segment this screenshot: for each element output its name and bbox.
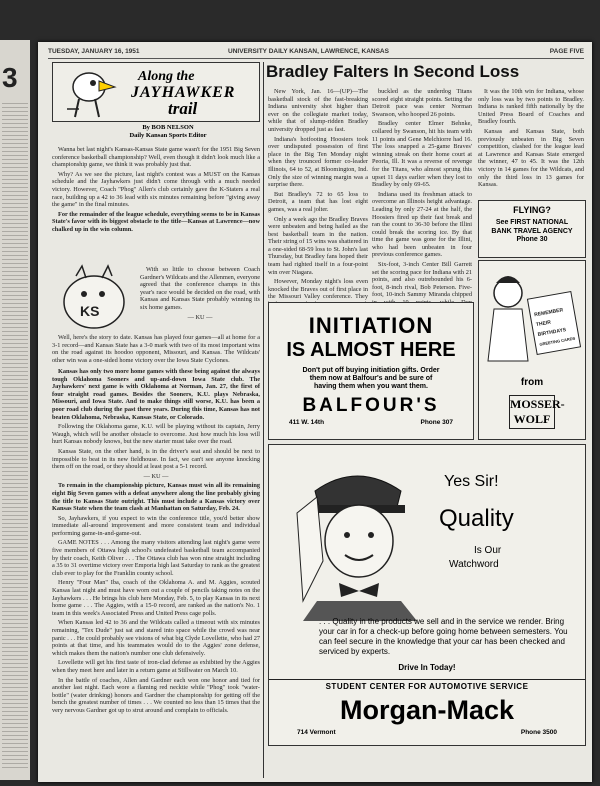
paragraph: Only a week ago the Bradley Braves were unbeaten and being hailed as the best basketball team in the nation. Their string of 15 wins was shattered in a one-sided 68-59 loss to St. John's last Thursday, but Bradley fans hoped their team had righted itself in a four-point win over Niagara. <box>268 215 368 276</box>
paragraph: Kansas and Kansas State, both previously unbeaten in Big Seven competition, clashed for the league lead at Lawrence and Kansas State emerged the winner, 47 to 45. It was the 12th victory in 14 games for the Wildcats, and only the third loss in 13 games for Kansas. <box>478 127 584 189</box>
paragraph: Well, here's the story to date. Kansas has played four games—all at home for a 3-1 record—and Kansas State has a 3-0 mark with two of its most important wins on the road against its hoodoo opponent, Missouri, and Kansas. The Wildcats' other win was a one-sided home victory over the Iowa State Cyclones. <box>52 334 260 364</box>
issue-date: TUESDAY, JANUARY 16, 1951 <box>48 48 140 55</box>
svg-text:KS: KS <box>80 303 100 319</box>
svg-text:REMEMBER: REMEMBER <box>533 307 564 319</box>
previous-page-text-lines <box>2 100 28 770</box>
svg-text:BIRTHDAYS: BIRTHDAYS <box>537 327 567 338</box>
previous-page-edge <box>0 40 30 780</box>
paragraph: Wanna bet last night's Kansas-Kansas State game wasn't for the 1951 Big Seven conference basketball championship? Well, even though it didn't look much like a championship game, we think it was probably just that. <box>52 146 260 169</box>
ad-heading: FLYING? <box>513 205 551 215</box>
column-logo <box>52 62 260 122</box>
paragraph: Kansas State, on the other hand, is in the driver's seat and should be next to impossible to beat in its new fieldhouse. In fact, we can't see anyone knocking them off on the road, or they should at least post a 5-1 record. <box>52 447 260 471</box>
story-column-3 <box>478 88 584 196</box>
previous-page-number: 3 <box>2 62 18 93</box>
paragraph: For the remainder of the league schedule, everything seems to be in Kansas State's favor with its biggest obstacle to the title—Kansas at Lawrence—now chalked up in the win column. <box>52 210 260 233</box>
ad-watchword: Watchword <box>449 559 499 570</box>
section-divider: — KU — <box>143 472 169 480</box>
paragraph: But Bradley's 72 to 65 loss to Detroit, a team that has lost eight games, was a real jolter. <box>268 190 368 213</box>
paragraph: With so little to choose between Coach Gardner's Wildcats and the Allenmen, everyone agreed that the conference champs in this year's race would be decided on the road, with Kansas and Kansas State probably winning its six home games. <box>140 266 261 311</box>
logo-line-3: trail <box>168 99 198 118</box>
running-head <box>48 48 584 59</box>
logo-line-1: Along the <box>138 69 195 84</box>
ad-subheadline: IS ALMOST HERE <box>286 339 456 361</box>
paragraph: buckled as the underdog Titans scored eight straight points. Setting the Detroit pace was center Norman Swanson, who hooped 26 points. <box>372 88 472 118</box>
paragraph: In the battle of coaches, Allen and Gardner each won one honor and tied for another last night. Each wore a flaming red necktie while "Phog" took "water-bottle" (water drinking) honors and Gardner the championship for getting off the bench the greatest number of times . . . We counted no less than 15 times that the very nervous Gardner got up to strut around and complain to officials. <box>52 676 260 714</box>
column-rule <box>263 62 264 778</box>
paragraph: GAME NOTES . . . Among the many visitors attending last night's game were five members of Ottawa high school's undefeated basketball team accompanied by their coach, Keith Oliver . . . The Ottawa club has won nine straight including a 35 to 31 overtime victory over Emporia high last Saturday to rank as the greatest club ever to play for the Franklin county school. <box>52 539 260 577</box>
ad-phone: Phone 3500 <box>520 729 557 736</box>
sports-column-body <box>52 368 260 778</box>
byline-name: By BOB NELSON <box>142 124 194 131</box>
ad-body: See FIRST NATIONAL BANK TRAVEL AGENCY Phone 30 <box>491 219 573 243</box>
paragraph: It was the 10th win for Indiana, whose only loss was by two points to Bradley. Indiana is ranked fifth nationally by the United Press Board of Coaches and Bradley fourth. <box>478 88 584 126</box>
ad-brand: MOSSER-WOLF <box>509 395 555 429</box>
page-number: PAGE FIVE <box>549 48 584 55</box>
logo-line-2: JAYHAWKER <box>131 84 236 101</box>
story-column-2 <box>372 88 472 299</box>
ad-brand: BALFOUR'S <box>302 395 440 416</box>
paragraph: Kansas has only two more home games with these being against the always tough Oklahoma Sooners and up-and-down Iowa State club. The Jayhawkers' next game is with Oklahoma at Norman, Jan. 27, the first of four straight road games. Besides the Sooners, K.U. plays Nebraska, Missouri, and Iowa State. And to make things still worse, K.U. has been a poor road club during the past three years. During this time, Kansas has not beaten Oklahoma, Nebraska, Kansas State, or Colorado. <box>52 368 260 421</box>
flying-travel-ad <box>478 200 586 258</box>
ad-is-our: Is Our <box>474 545 502 556</box>
ad-address: 411 W. 14th <box>289 419 325 426</box>
main-headline: Bradley Falters In Second Loss <box>266 62 520 81</box>
sports-column-middle-wide <box>52 334 260 366</box>
ad-drive-in: Drive In Today! <box>398 663 456 672</box>
svg-text:GREETING CARDS: GREETING CARDS <box>539 335 576 347</box>
ad-body: . . . Quality in the products we sell and in the service we render. Bring your car in for a check-up before going home between semesters. You can feel secure in the knowledge that your car has been checked and serviced by experts. <box>319 617 568 656</box>
paragraph: Bradley center Elmer Behnke, collared by Swanson, hit his team with 11 points and Gene Melchiorre had 16. The loss snapped a 25-game Braves' winning streak on their home court at Peoria, Ill. It was a reverse of revenge for the Titans, who almost sprung this upset 11 days earlier when they lost to Bradley by only 69-65. <box>372 120 472 189</box>
svg-text:THEIR: THEIR <box>535 319 552 329</box>
paragraph: Indiana used its freshman attack to overcome an Illinois height advantage. Leading by only 27-24 at the half, the Hoosiers fired up their fast break and ran the count to 36-30 before the Illini could break the scoring ice. By that time the game was gone for the Illini, who had been unbeaten in four previous conference games. <box>372 190 472 259</box>
jayhawk-mascot-icon <box>59 65 119 119</box>
paragraph: New York, Jan. 16—(UP)—The basketball stock of the fast-breaking Indiana university shot higher than ever on the collegiate market today, while that of slump-ridden Bradley university dropped just as fast. <box>268 88 368 133</box>
newspaper-page <box>38 42 592 782</box>
paragraph: However, Monday night's loss even knocked the Braves out of first place in the Missouri Valley conference. They <box>268 278 368 301</box>
ad-service-line: STUDENT CENTER FOR AUTOMOTIVE SERVICE <box>269 679 585 691</box>
ad-quality: Quality <box>439 505 514 532</box>
greeting-card-girl-icon <box>482 265 582 373</box>
initiation-ad <box>268 302 474 440</box>
paragraph: To remain in the championship picture, Kansas must win all its remaining eight Big Seven games with a defeat anywhere along the line probably giving the title to Kansas State outright. This must include a Kansas victory over Kansas State when the team clash at Manhattan on Saturday, Feb. 24. <box>52 482 260 513</box>
byline-title: Daily Kansan Sports Editor <box>129 132 207 139</box>
ad-phone: Phone 307 <box>420 419 453 426</box>
paragraph: So, Jayhawkers, if you expect to win the conference title, you'd better show immediate all-around improvement and more consistent team and individual performing game-in-and-game-out. <box>52 514 260 537</box>
masthead: UNIVERSITY DAILY KANSAN, LAWRENCE, KANSAS <box>228 48 389 55</box>
greeting-cards-ad <box>478 260 586 440</box>
ad-body: Don't put off buying initiation gifts. Order them now at Balfour's and be sure of having them when you want them. <box>302 367 440 390</box>
byline <box>98 124 238 140</box>
paragraph: Six-foot, 3-inch Center Bill Garrett set the scoring pace for Indiana with 21 points, and also outrebounded his 6-foot, 8-inch rival, Bob Peterson. Five-foot, 10-inch Sammy Miranda chipped <box>372 261 472 299</box>
ks-wildcat-cartoon-icon <box>54 262 138 334</box>
paragraph: Lovellette will get his first taste of iron-clad defense as exhibited by the Aggies when they meet here and later in a return game at Stillwater on March 10. <box>52 659 260 674</box>
ad-yes-sir: Yes Sir! <box>444 473 499 490</box>
ad-from: from <box>520 377 544 388</box>
story-column-1 <box>268 88 368 301</box>
paragraph: Following the Oklahoma game, K.U. will be playing without its captain, Jerry Waugh, which will be another obstacle to overcome. Just how much his loss will hurt Kansas nobody knows, but the new starter must take over the road. <box>52 423 260 446</box>
ad-brand: Morgan-Mack <box>339 695 515 725</box>
sports-column-middle <box>140 266 260 334</box>
ad-address: 714 Vermont <box>297 729 336 736</box>
ad-headline: INITIATION <box>308 313 434 338</box>
morgan-mack-ad <box>268 444 586 746</box>
paragraph: Henry "Four Man" Iba, coach of the Oklahoma A. and M. Aggies, scouted Kansas last night and must have worn out a couple of pencils taking notes on the Jayhawkers . . . He brings his club here Monday, Feb. 5, to play Kansas in its next home game . . . The Aggies, with a 15-0 record, are ranked as the nation's No. 1 team in this week's Associated Press and United Press cage polls. <box>52 579 260 617</box>
saluting-attendant-icon <box>277 451 447 621</box>
paragraph: When Kansas led 42 to 36 and the Wildcats called a timeout with six minutes remaining, "Tex Dude" just sat and stared into space while the crowd was near panic . . . He could probably see visions of what big Clyde Lovellette, who had 27 points at that time, and his teammates would do to the Aggies' zone defense, which makes them the nation's number one club defensively. <box>52 619 260 657</box>
section-divider: — KU — <box>187 313 213 321</box>
paragraph: Why? As we see the picture, last night's contest was a MUST on the Kansas schedule and the Jayhawkers just didn't come through with a much needed victory. However, Coach "Phog" Allen's club certainly gave the K-Staters a real race, building up a 42 to 36 lead with six minutes remaining before "giving away the game" in the final minutes. <box>52 170 260 209</box>
paragraph: Indiana's hotfooting Hoosiers took over undisputed possession of first place in the Big Ten Monday night when they trounced former co-leader Illinois, 64 to 52, at Bloomington, Ind. Only the size of winning margin was a surprise there. <box>268 135 368 189</box>
